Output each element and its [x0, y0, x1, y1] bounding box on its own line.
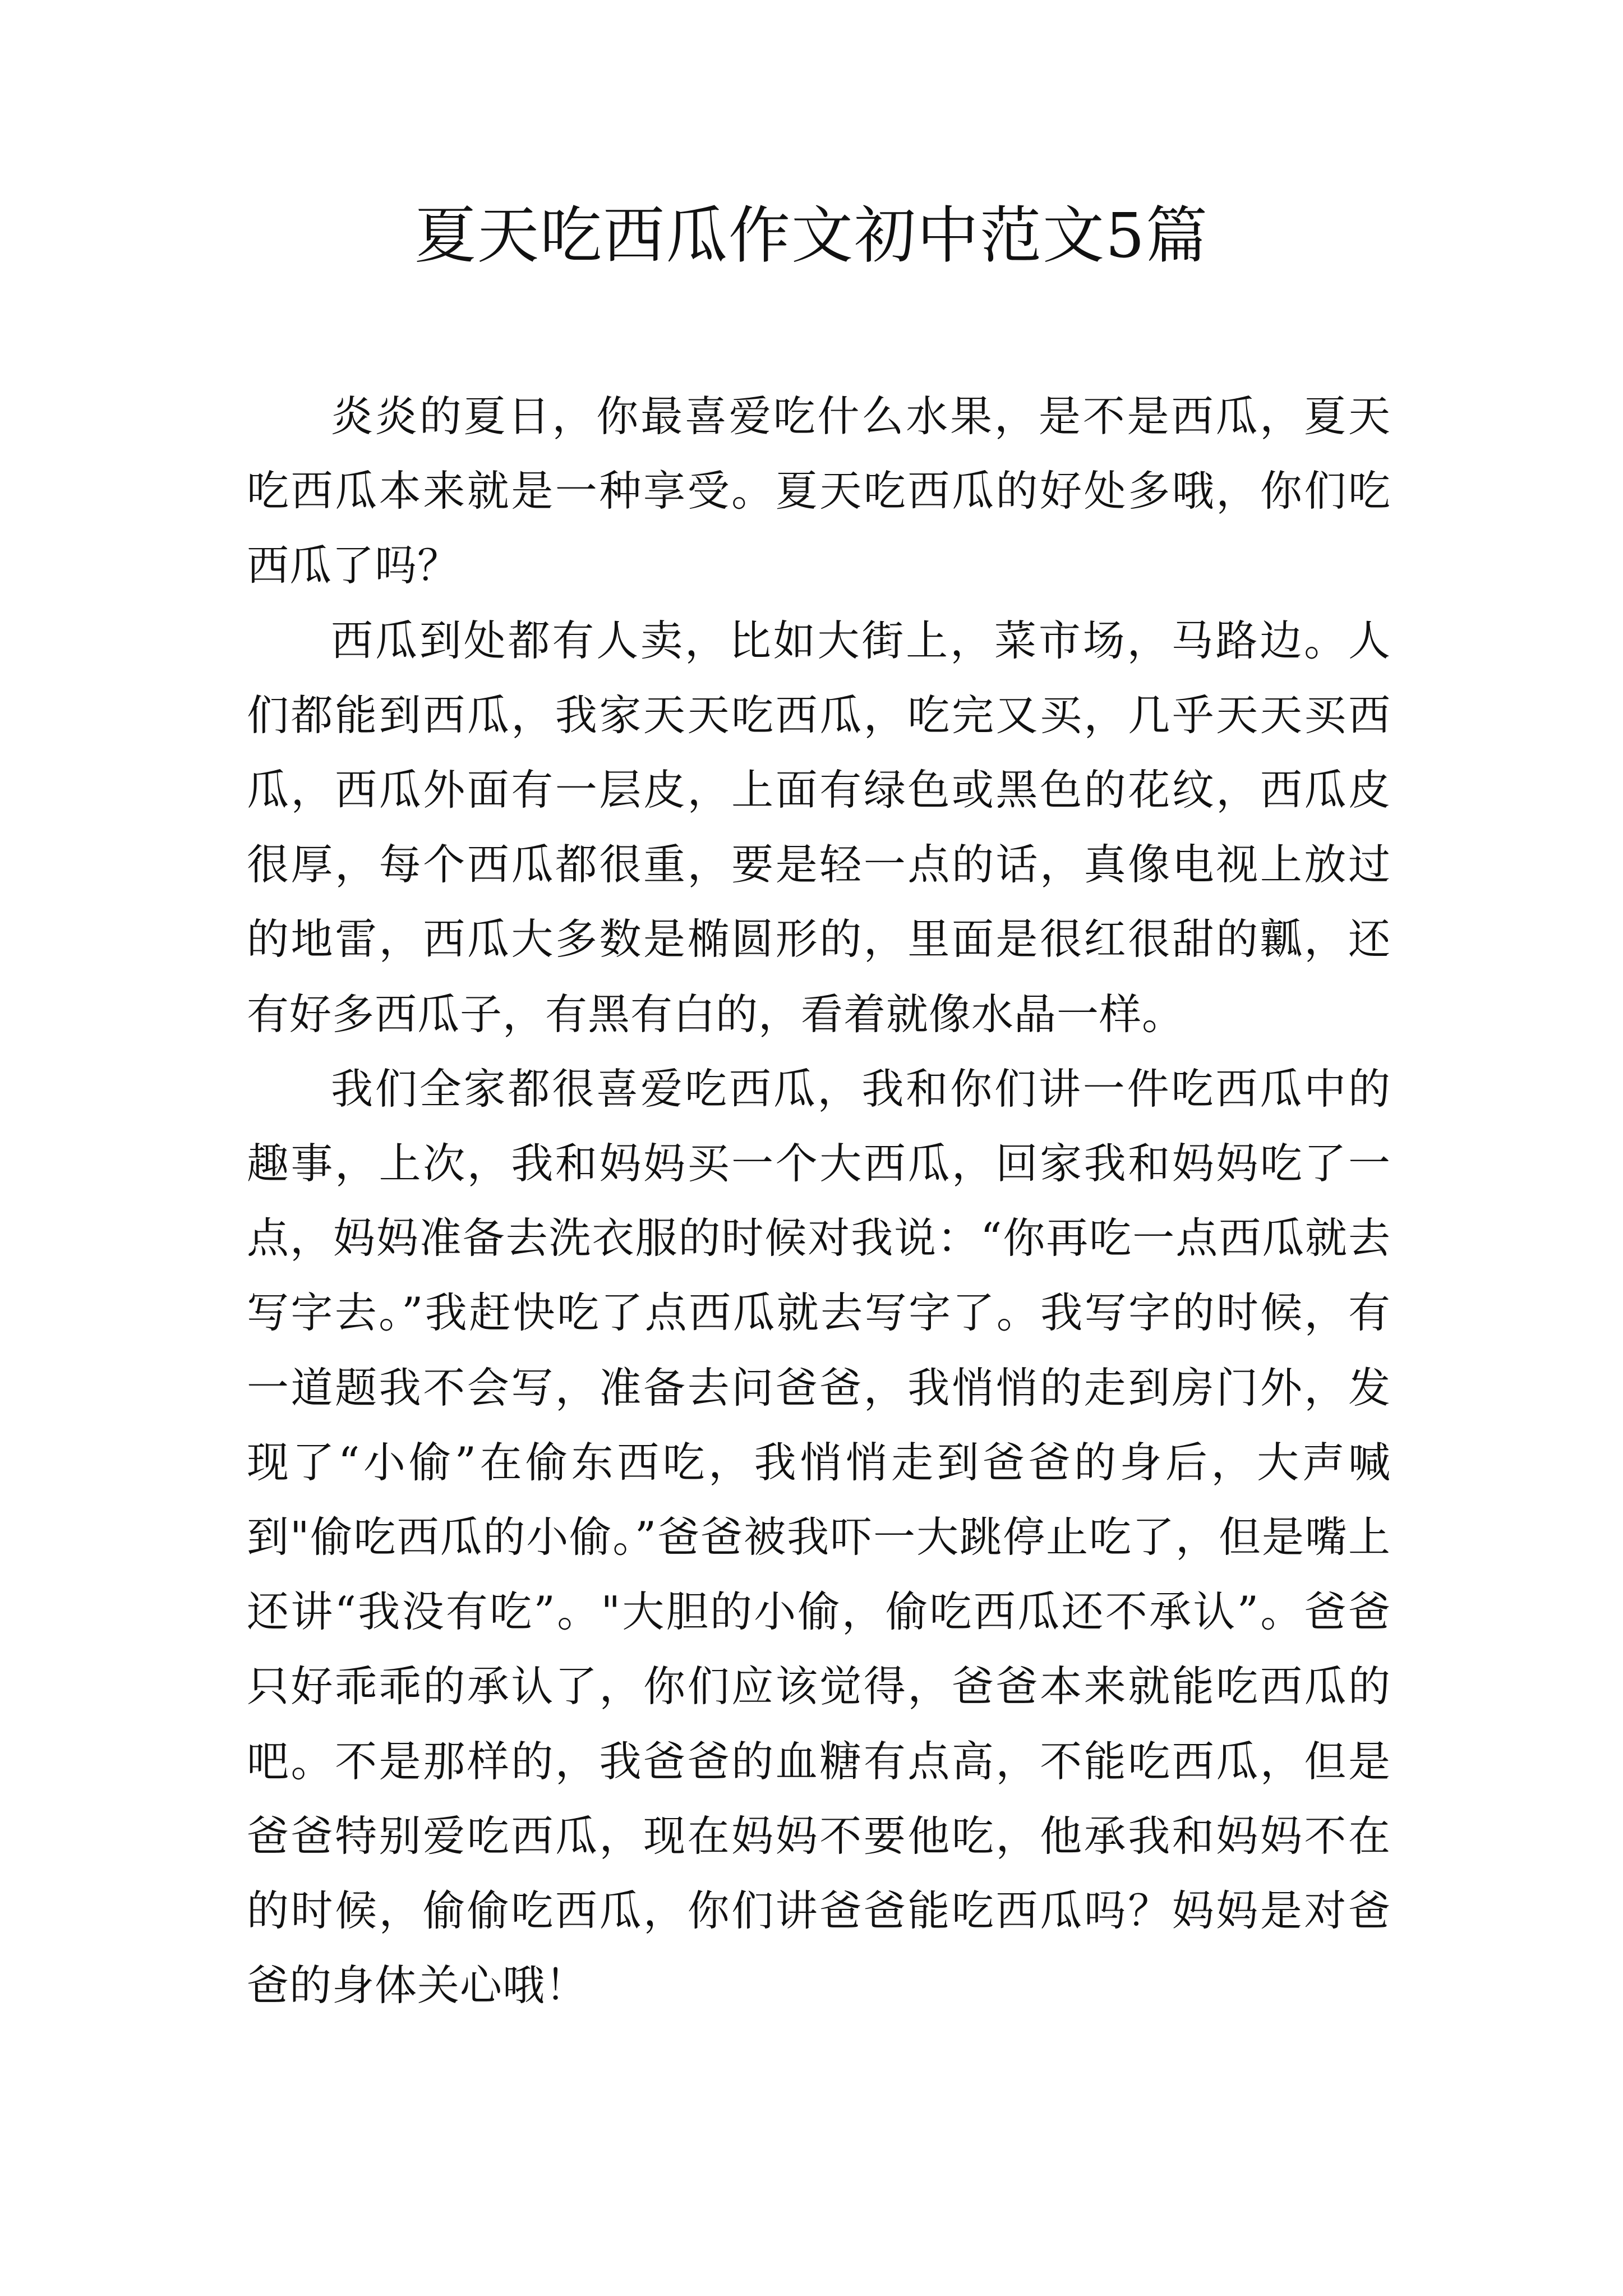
paragraph-3: 我们全家都很喜爱吃西瓜，我和你们讲一件吃西瓜中的趣事，上次，我和妈妈买一个大西瓜，回家我和妈妈吃了一点，妈妈准备去洗衣服的时候对我说：“你再吃一点西瓜就去写字去。”我赶快吃了点西瓜就去写字了。我写字的时候，有一道题我不会写，准备去问爸爸，我悄悄的走到房门外，发现了“小偷”在偷东西吃，我悄悄走到爸爸的身后，大声喊到"偷吃西瓜的小偷。”爸爸被我吓一大跳停止吃了，但是嘴上还讲“我没有吃”。"大胆的小偷，偷吃西瓜还不承认”。爸爸只好乖乖的承认了，你们应该觉得，爸爸本来就能吃西瓜的吧。不是那样的，我爸爸的血糖有点高，不能吃西瓜，但是爸爸特别爱吃西瓜，现在妈妈不要他吃，他承我和妈妈不在的时候，偷偷吃西瓜，你们讲爸爸能吃西瓜吗？妈妈是对爸爸的身体关心哦！ [247, 1064, 1391, 2010]
document-body [247, 379, 1391, 2023]
paragraph-2: 西瓜到处都有人卖，比如大街上，菜市场，马路边。人们都能到西瓜，我家天天吃西瓜，吃完又买，几乎天天买西瓜，西瓜外面有一层皮，上面有绿色或黑色的花纹，西瓜皮很厚，每个西瓜都很重，要是轻一点的话，真像电视上放过的地雷，西瓜大多数是椭圆形的，里面是很红很甜的瓤，还有好多西瓜子，有黑有白的，看着就像水晶一样。 [247, 615, 1391, 1039]
paragraph-1: 炎炎的夏日，你最喜爱吃什么水果，是不是西瓜，夏天吃西瓜本来就是一种享受。夏天吃西瓜的好处多哦，你们吃西瓜了吗？ [247, 392, 1391, 591]
document-title: 夏天吃西瓜作文初中范文5篇 [414, 200, 1209, 272]
